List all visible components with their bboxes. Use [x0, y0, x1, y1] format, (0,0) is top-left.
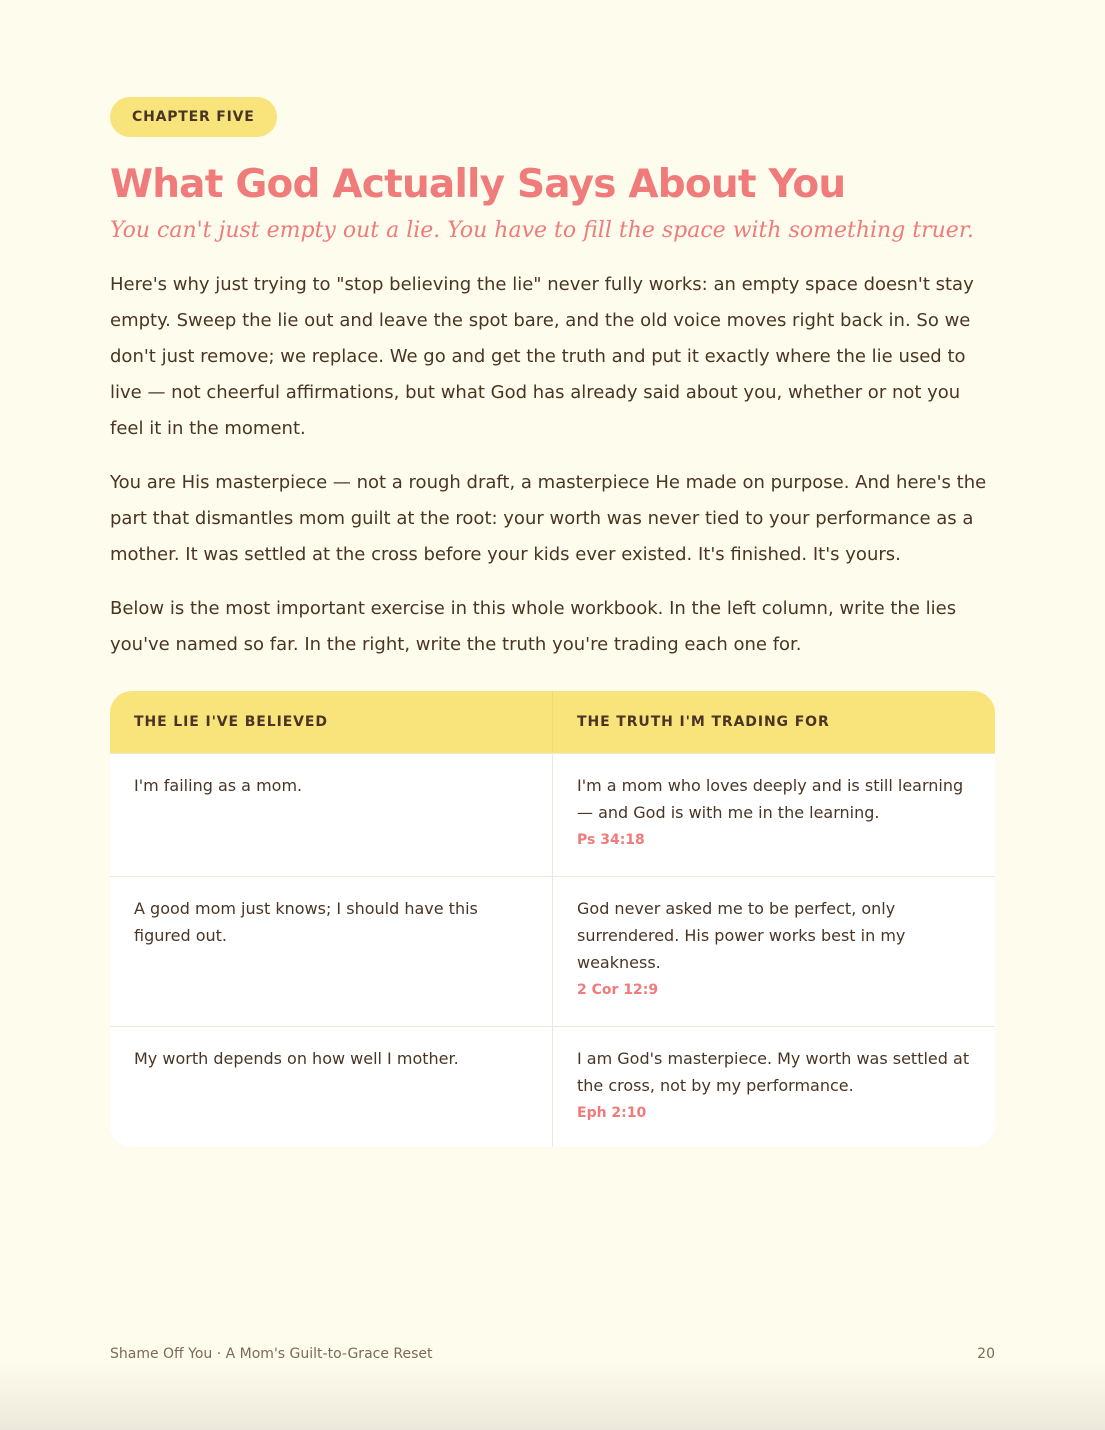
scripture-reference: Eph 2:10 [577, 1105, 647, 1121]
table-header-truth: THE TRUTH I'M TRADING FOR [577, 714, 830, 730]
truth-text: God never asked me to be perfect, only surrendered. His power works best in my weakness. [577, 899, 906, 972]
table-row [110, 753, 995, 876]
body-paragraph-2: You are His masterpiece — not a rough draft, a masterpiece He made on purpose. And here's the part that dismantles mom guilt at the root: your worth was never tied to your performance as a mother. It was settled at the cross before your kids ever existed. It's finished. It's yours. [110, 472, 987, 565]
chapter-subtitle: You can't just empty out a lie. You have to fill the space with something truer. [110, 218, 974, 243]
truth-text: I am God's masterpiece. My worth was settled at the cross, not by my performance. [577, 1049, 970, 1095]
scripture-reference: Ps 34:18 [577, 832, 645, 848]
lie-cell [110, 877, 553, 1026]
lie-text: My worth depends on how well I mother. [134, 1049, 459, 1068]
chapter-badge: CHAPTER FIVE [110, 97, 277, 137]
table-header-row [110, 691, 995, 753]
table-row [110, 876, 995, 1026]
truth-cell [553, 1027, 995, 1147]
lie-text: I'm failing as a mom. [134, 776, 303, 795]
footer-book-title: Shame Off You · A Mom's Guilt-to-Grace Reset [110, 1346, 433, 1362]
body-paragraph-3: Below is the most important exercise in this whole workbook. In the left column, write the lies you've named so far. In the right, write the truth you're trading each one for. [110, 598, 957, 655]
footer-page-number: 20 [977, 1346, 995, 1362]
chapter-title: What God Actually Says About You [110, 162, 846, 207]
page-content [110, 97, 995, 1147]
body-paragraph-1: Here's why just trying to "stop believing the lie" never fully works: an empty space doesn't stay empty. Sweep the lie out and leave the spot bare, and the old voice moves right back in. So we don't just remove; we replace. We go and get the truth and put it exactly where the lie used to live — not cheerful affirmations, but what God has already said about you, whether or not you feel it in the moment. [110, 274, 974, 439]
lie-text: A good mom just knows; I should have this figured out. [134, 899, 478, 945]
truth-cell [553, 754, 995, 876]
lie-cell [110, 754, 553, 876]
truth-text: I'm a mom who loves deeply and is still learning — and God is with me in the learning. [577, 776, 964, 822]
lie-cell [110, 1027, 553, 1147]
scripture-reference: 2 Cor 12:9 [577, 982, 659, 998]
truth-cell [553, 877, 995, 1026]
lie-truth-table [110, 691, 995, 1147]
table-row [110, 1026, 995, 1147]
table-header-lie: THE LIE I'VE BELIEVED [110, 691, 553, 753]
page-footer [110, 1343, 995, 1365]
